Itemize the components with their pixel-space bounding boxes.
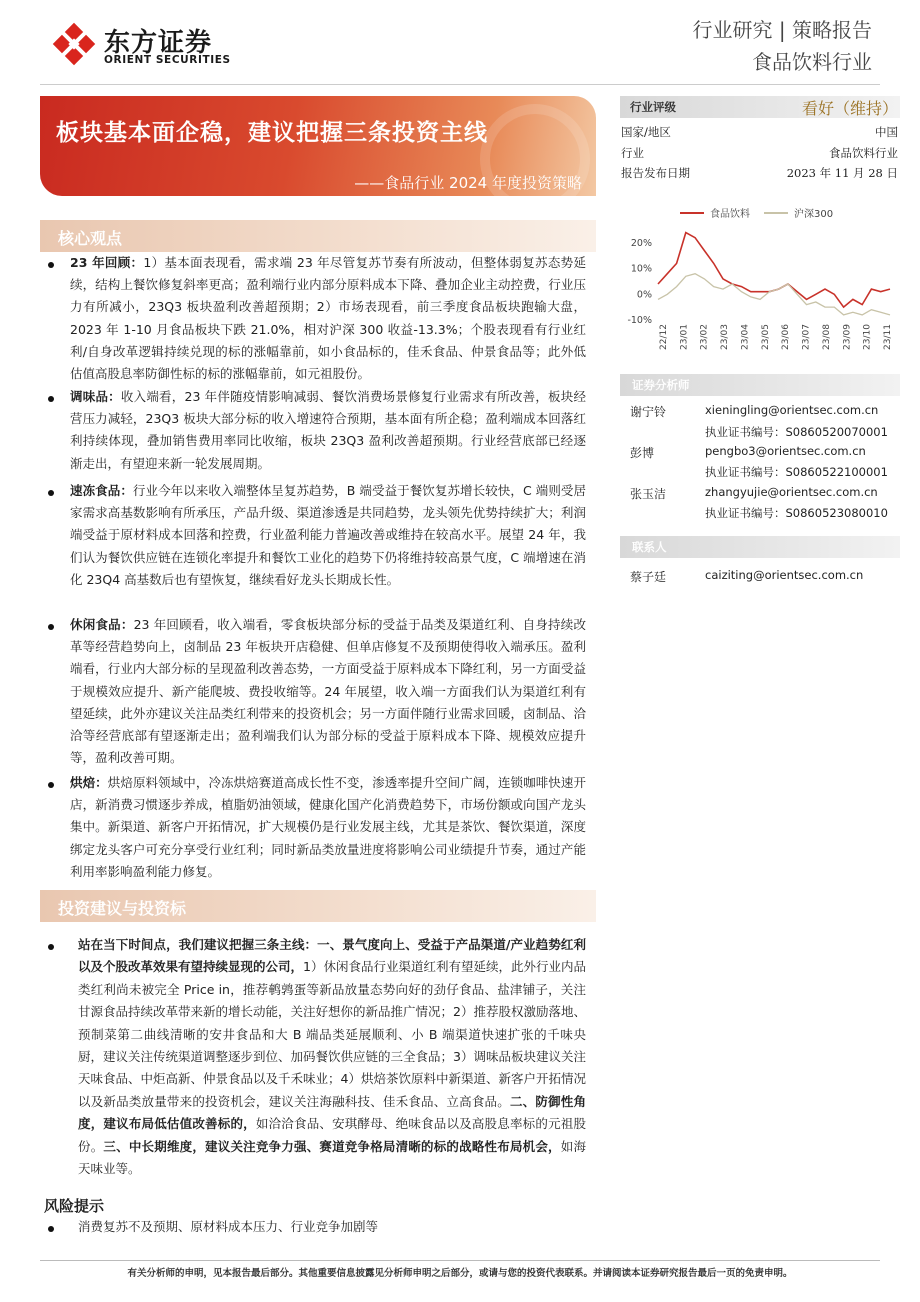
x-tick-label: 23/04 xyxy=(740,324,751,350)
core-item-snacks: 休闲食品：23 年回顾看，收入端看，零食板块部分标的受益于品类及渠道红利、自身持续改革等经营趋势向上，卤制品 23 年板块开店稳健、但单店修复不及预期使得收入端承压。盈利端看，行业内大部分标的呈现盈利改善态势，一方面受益于原料成本下降红利，另一方面受益于规模效应提升、新产能爬坡、费投收缩等。24 年展望，收入端一方面我们认为渠道红利有望延续，此外亦建议关注品类红利带来的投资机会；另一方面伴随行业需求回暖，卤制品、洽洽等经营底部有望逐渐走出；盈利端我们认为部分标的受益于原料成本下降、规模效应提升等，盈利改善可期。 xyxy=(70,617,586,766)
y-tick-label: 20% xyxy=(630,237,652,249)
x-tick-label: 23/05 xyxy=(760,324,771,350)
info-value-region: 中国 xyxy=(875,125,898,139)
performance-chart xyxy=(618,200,900,360)
core-item-review: 23 年回顾：1）基本面表现看，需求端 23 年尽管复苏节奏有所波动，但整体弱复苏态势延续，结构上餐饮修复斜率更高；盈利端行业内部分原料成本下降、叠加企业主动控费，行业压力有所减小，23Q3 板块盈利改善超预期；2）市场表现看，前三季度食品板块跑输大盘，2023 年 1-10 月食品板块下跌 21.0%，相对沪深 300 收益-13.3%；个股表现看有行业红利/自身改革逻辑持续兑现的标的涨幅靠前，如小食品标的，佳禾食品、仲景食品等；此外低估值高股息率防御性标的标的涨幅靠前，如元祖股份。 xyxy=(70,255,586,382)
x-tick-label: 23/07 xyxy=(801,324,812,350)
invest-paragraph: 站在当下时间点，我们建议把握三条主线：一、景气度向上、受益于产品渠道/产业趋势红利以及个股改革效果有望持续显现的公司，1）休闲食品行业渠道红利有望延续，此外行业内品类红利尚未被完全 Price in，推荐鹌鹑蛋等新品放量态势向好的劲仔食品、盐津铺子，关注甘源食品持续改革带来新的增长动能，关注好想你的新品推广情况；2）推荐股权激励落地、预制菜第二曲线清晰的安井食品和大 B 端品类延展顺利、小 B 端渠道快速扩张的千味央厨，建议关注传统渠道调整逐步到位、加码餐饮供应链的三全食品；3）调味品板块建议关注天味食品、中炬高新、仲景食品以及千禾味业；4）烘焙茶饮原料中新渠道、新客户开拓情况以及新品类放量带来的投资机会，建议关注海融科技、佳禾食品、立高食品。二、防御性角度，建议布局低估值改善标的，如洽洽食品、安琪酵母、绝味食品以及高股息率标的元祖股份。三、中长期维度，建议关注竞争力强、赛道竞争格局清晰的标的战略性布局机会，如海天味业等。 xyxy=(78,937,586,1177)
y-tick-label: 10% xyxy=(630,263,652,275)
series-line-0 xyxy=(658,233,890,308)
orient-logo-icon xyxy=(52,22,96,66)
analyst-cert: 执业证书编号：S0860520070001 xyxy=(705,425,888,439)
report-subtitle: ——食品行业 2024 年度投资策略 xyxy=(354,174,582,192)
report-title: 板块基本面企稳，建议把握三条投资主线 xyxy=(56,120,488,146)
x-tick-label: 23/08 xyxy=(821,324,832,350)
analyst-name: 彭博 xyxy=(630,446,655,460)
x-tick-label: 23/03 xyxy=(720,324,731,350)
info-key-industry: 行业 xyxy=(621,146,644,160)
series-line-1 xyxy=(658,274,890,315)
footer-divider xyxy=(40,1260,880,1261)
x-tick-label: 23/06 xyxy=(781,324,792,350)
x-tick-label: 22/12 xyxy=(659,324,669,350)
contact-email[interactable]: caiziting@orientsec.com.cn xyxy=(705,568,864,582)
analyst-cert: 执业证书编号：S0860522100001 xyxy=(705,465,888,479)
report-industry: 食品饮料行业 xyxy=(752,50,872,74)
banner-decoration xyxy=(480,104,590,214)
bullet-icon xyxy=(48,396,54,402)
info-value-date: 2023 年 11 月 28 日 xyxy=(786,166,898,180)
analyst-email[interactable]: zhangyujie@orientsec.com.cn xyxy=(705,485,878,499)
core-item-baking: 烘焙：烘焙原料领域中，冷冻烘焙赛道高成长性不变，渗透率提升空间广阔，连锁咖啡快速开店，新消费习惯逐步养成，植脂奶油领域，健康化国产化消费趋势下，市场份额或向国产龙头集中。新渠道、新客户开拓情况，扩大规模仍是行业发展主线，尤其是茶饮、餐饮渠道，深度绑定龙头客户可充分享受行业红利；同时新品类放量进度将影响公司业绩提升节奏，通过产能利用率影响盈利能力修复。 xyxy=(70,775,586,879)
info-key-date: 报告发布日期 xyxy=(621,166,690,180)
x-tick-label: 23/11 xyxy=(883,324,893,350)
bullet-icon xyxy=(48,262,54,268)
logo-text-cn: 东方证券 xyxy=(104,28,213,58)
bullet-icon xyxy=(48,490,54,496)
analyst-name: 谢宁铃 xyxy=(630,405,667,419)
core-item-frozen: 速冻食品：行业今年以来收入端整体呈复苏趋势，B 端受益于餐饮复苏增长较快，C 端则受居家需求高基数影响有所承压，产品升级、渠道渗透是共同趋势，龙头领先优势持续扩大；利润端受益于原材料成本回落和控费，行业盈利能力普遍改善或维持在较高水平。展望 24 年，我们认为餐饮供应链在连锁化率提升和餐饮工业化的趋势下仍将维持较高景气度，C 端增速在消化 23Q4 高基数后也有望恢复，继续看好龙头长期成长性。 xyxy=(70,483,586,587)
x-tick-label: 23/09 xyxy=(842,324,853,350)
legend-label-food: 食品饮料 xyxy=(710,209,750,220)
bullet-icon xyxy=(48,624,54,630)
info-value-industry: 食品饮料行业 xyxy=(829,146,898,160)
footer-disclaimer: 有关分析师的申明，见本报告最后部分。其他重要信息披露见分析师申明之后部分，或请与您的投资代表联系。并请阅读本证券研究报告最后一页的免责申明。 xyxy=(127,1268,793,1279)
analysts-label: 证券分析师 xyxy=(632,378,690,392)
analyst-email[interactable]: pengbo3@orientsec.com.cn xyxy=(705,444,866,458)
y-tick-label: 0% xyxy=(636,289,652,301)
analyst-name: 张玉洁 xyxy=(630,487,667,501)
report-category: 行业研究 | 策略报告 xyxy=(692,18,872,42)
x-tick-label: 23/02 xyxy=(699,324,710,350)
core-heading: 核心观点 xyxy=(58,229,123,248)
logo-text-en: ORIENT SECURITIES xyxy=(104,54,231,66)
x-tick-label: 23/10 xyxy=(862,324,873,350)
analyst-cert: 执业证书编号：S0860523080010 xyxy=(705,506,888,520)
contact-label: 联系人 xyxy=(632,540,667,554)
risk-text: 消费复苏不及预期、原材料成本压力、行业竞争加剧等 xyxy=(78,1219,379,1234)
rating-label: 行业评级 xyxy=(630,100,676,114)
core-item-seasoning: 调味品：收入端看，23 年伴随疫情影响减弱、餐饮消费场景修复行业需求有所改善，板块经营压力减轻，23Q3 板块大部分标的收入增速符合预期，基本面有所企稳；盈利端成本回落红利持续体现，叠加销售费用率同比收缩，板块 23Q3 盈利改善超预期。行业经营底部已经逐渐走出，有望迎来新一轮发展周期。 xyxy=(70,389,586,471)
bullet-icon xyxy=(48,944,54,950)
legend-label-hs300: 沪深300 xyxy=(794,209,834,220)
rating-value: 看好（维持） xyxy=(801,99,898,118)
header-divider xyxy=(40,84,880,85)
y-tick-label: -10% xyxy=(627,315,652,326)
contact-name: 蔡子廷 xyxy=(630,570,667,584)
bullet-icon xyxy=(48,1226,54,1232)
core-section-header xyxy=(40,220,596,252)
bullet-icon xyxy=(48,782,54,788)
analyst-email[interactable]: xieningling@orientsec.com.cn xyxy=(705,403,879,417)
risk-heading: 风险提示 xyxy=(44,1197,105,1215)
info-key-region: 国家/地区 xyxy=(621,125,671,139)
invest-heading: 投资建议与投资标 xyxy=(58,899,187,918)
x-tick-label: 23/01 xyxy=(679,324,690,350)
